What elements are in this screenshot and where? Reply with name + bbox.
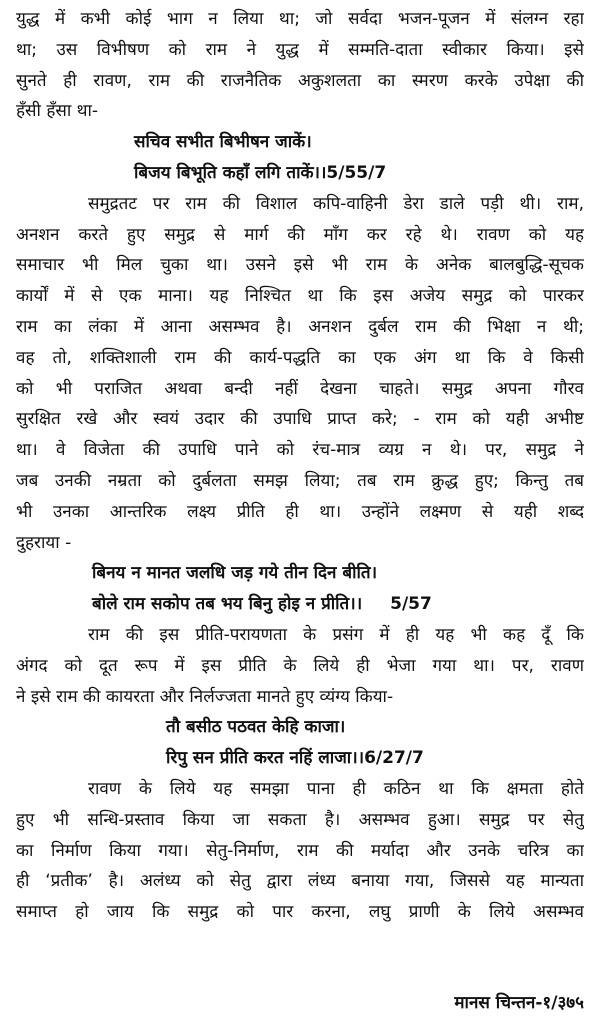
text-line: वह तो, शक्तिशाली राम की कार्य-पद्धति का एक अंग था कि वे किसी: [16, 347, 584, 368]
text-line: समाप्त हो जाय कि समुद्र को पार करना, लघु प्राणी के लिये असम्भव: [16, 902, 584, 923]
text-line: भी उनका आन्तरिक लक्ष्य प्रीति ही था। उन्होंने लक्ष्मण से यही शब्द: [16, 501, 584, 522]
paragraph-3: [16, 620, 584, 712]
text-line: जब उनकी नम्रता को दुर्बलता समझ लिया; तब राम क्रुद्ध हुए; किन्तु तब: [16, 470, 584, 491]
text-line: सुरक्षित रखे और स्वयं उदार की उपाधि प्राप्त करे; - राम को यही अभीष्ट: [16, 409, 584, 430]
text-line: कार्यों में से एक माना। यह निश्चित था कि इस अजेय समुद्र को पारकर: [16, 286, 584, 307]
text-line: समाचार भी मिल चुका था। उसने इसे भी राम के अनेक बालबुद्धि-सूचक: [16, 255, 584, 276]
verse-line: तौ बसीठ पठवत केहि काजा।: [166, 717, 346, 738]
text-line: था। वे विजेता की उपाधि पाने को रंच-मात्र व्यग्र न थे। पर, समुद्र ने: [16, 440, 584, 461]
verse-line: सचिव सभीत बिभीषन जाकें।: [134, 132, 312, 153]
paragraph-1: [16, 4, 584, 127]
verse-text: बोले राम सकोप तब भय बिनु होइ न प्रीति।।: [92, 594, 363, 615]
verse-line: [16, 589, 584, 620]
text-line: हुए भी सन्धि-प्रस्ताव किया जा सकता है। असम्भव हुआ। समुद्र पर सेतु: [16, 809, 584, 830]
text-line: दुहराया -: [16, 532, 72, 553]
text-line: युद्ध में कभी कोई भाग न लिया था; जो सर्वदा भजन-पूजन में संलग्न रहा: [16, 9, 584, 29]
text-line: था; उस विभीषण को राम ने युद्ध में सम्मति-दाता स्वीकार किया। इसे: [16, 39, 584, 60]
paragraph-4: [16, 774, 584, 928]
text-line: राम की इस प्रीति-परायणता के प्रसंग में ही यह भी कह दूँ कि: [88, 624, 584, 645]
text-line: रावण के लिये यह समझा पाना ही कठिन था कि क्षमता होते: [88, 778, 584, 799]
text-line: अनशन करते हुए समुद्र से मार्ग की माँग कर रहे थे। रावण को यह: [16, 224, 584, 245]
verse-line: बिजय बिभूति कहाँ लगि ताकें।।5/55/7: [134, 162, 387, 183]
text-line: का निर्माण किया गया। सेतु-निर्माण, राम की मर्यादा और उनके चरित्र का: [16, 840, 584, 861]
text-line: को भी पराजित अथवा बन्दी नहीं देखना चाहते। समुद्र अपना गौरव: [16, 378, 584, 399]
text-line: सुनते ही रावण, राम की राजनैतिक अकुशलता का स्मरण करके उपेक्षा की: [16, 70, 584, 91]
text-line: ही ‘प्रतीक’ है। अलंध्य को सेतु द्वारा लंध्य बनाया गया, जिससे यह मान्यता: [16, 871, 584, 892]
text-line: ने इसे राम की कायरता और निर्लज्जता मानते हुए व्यंग्य किया-: [16, 686, 394, 707]
text-line: राम का लंका में आना असम्भव है। अनशन दुर्बल राम की भिक्षा न थी;: [16, 316, 584, 337]
page-footer: मानस चिन्तन-१/३७५: [454, 993, 584, 1013]
text-line: अंगद को दूत रूप में इस प्रीति के लिये ही भेजा गया था। पर, रावण: [16, 655, 584, 676]
verse-line: रिपु सन प्रीति करत नहिं लाजा।।6/27/7: [166, 748, 424, 769]
verse-reference: 5/57: [390, 594, 432, 615]
text-line: हँसी हँसा था-: [16, 101, 99, 122]
verse-line: बिनय न मानत जलधि जड़ गये तीन दिन बीति।: [92, 563, 378, 584]
paragraph-2: [16, 189, 584, 559]
text-line: समुद्रतट पर राम की विशाल कपि-वाहिनी डेरा डाले पड़ी थी। राम,: [88, 193, 584, 214]
